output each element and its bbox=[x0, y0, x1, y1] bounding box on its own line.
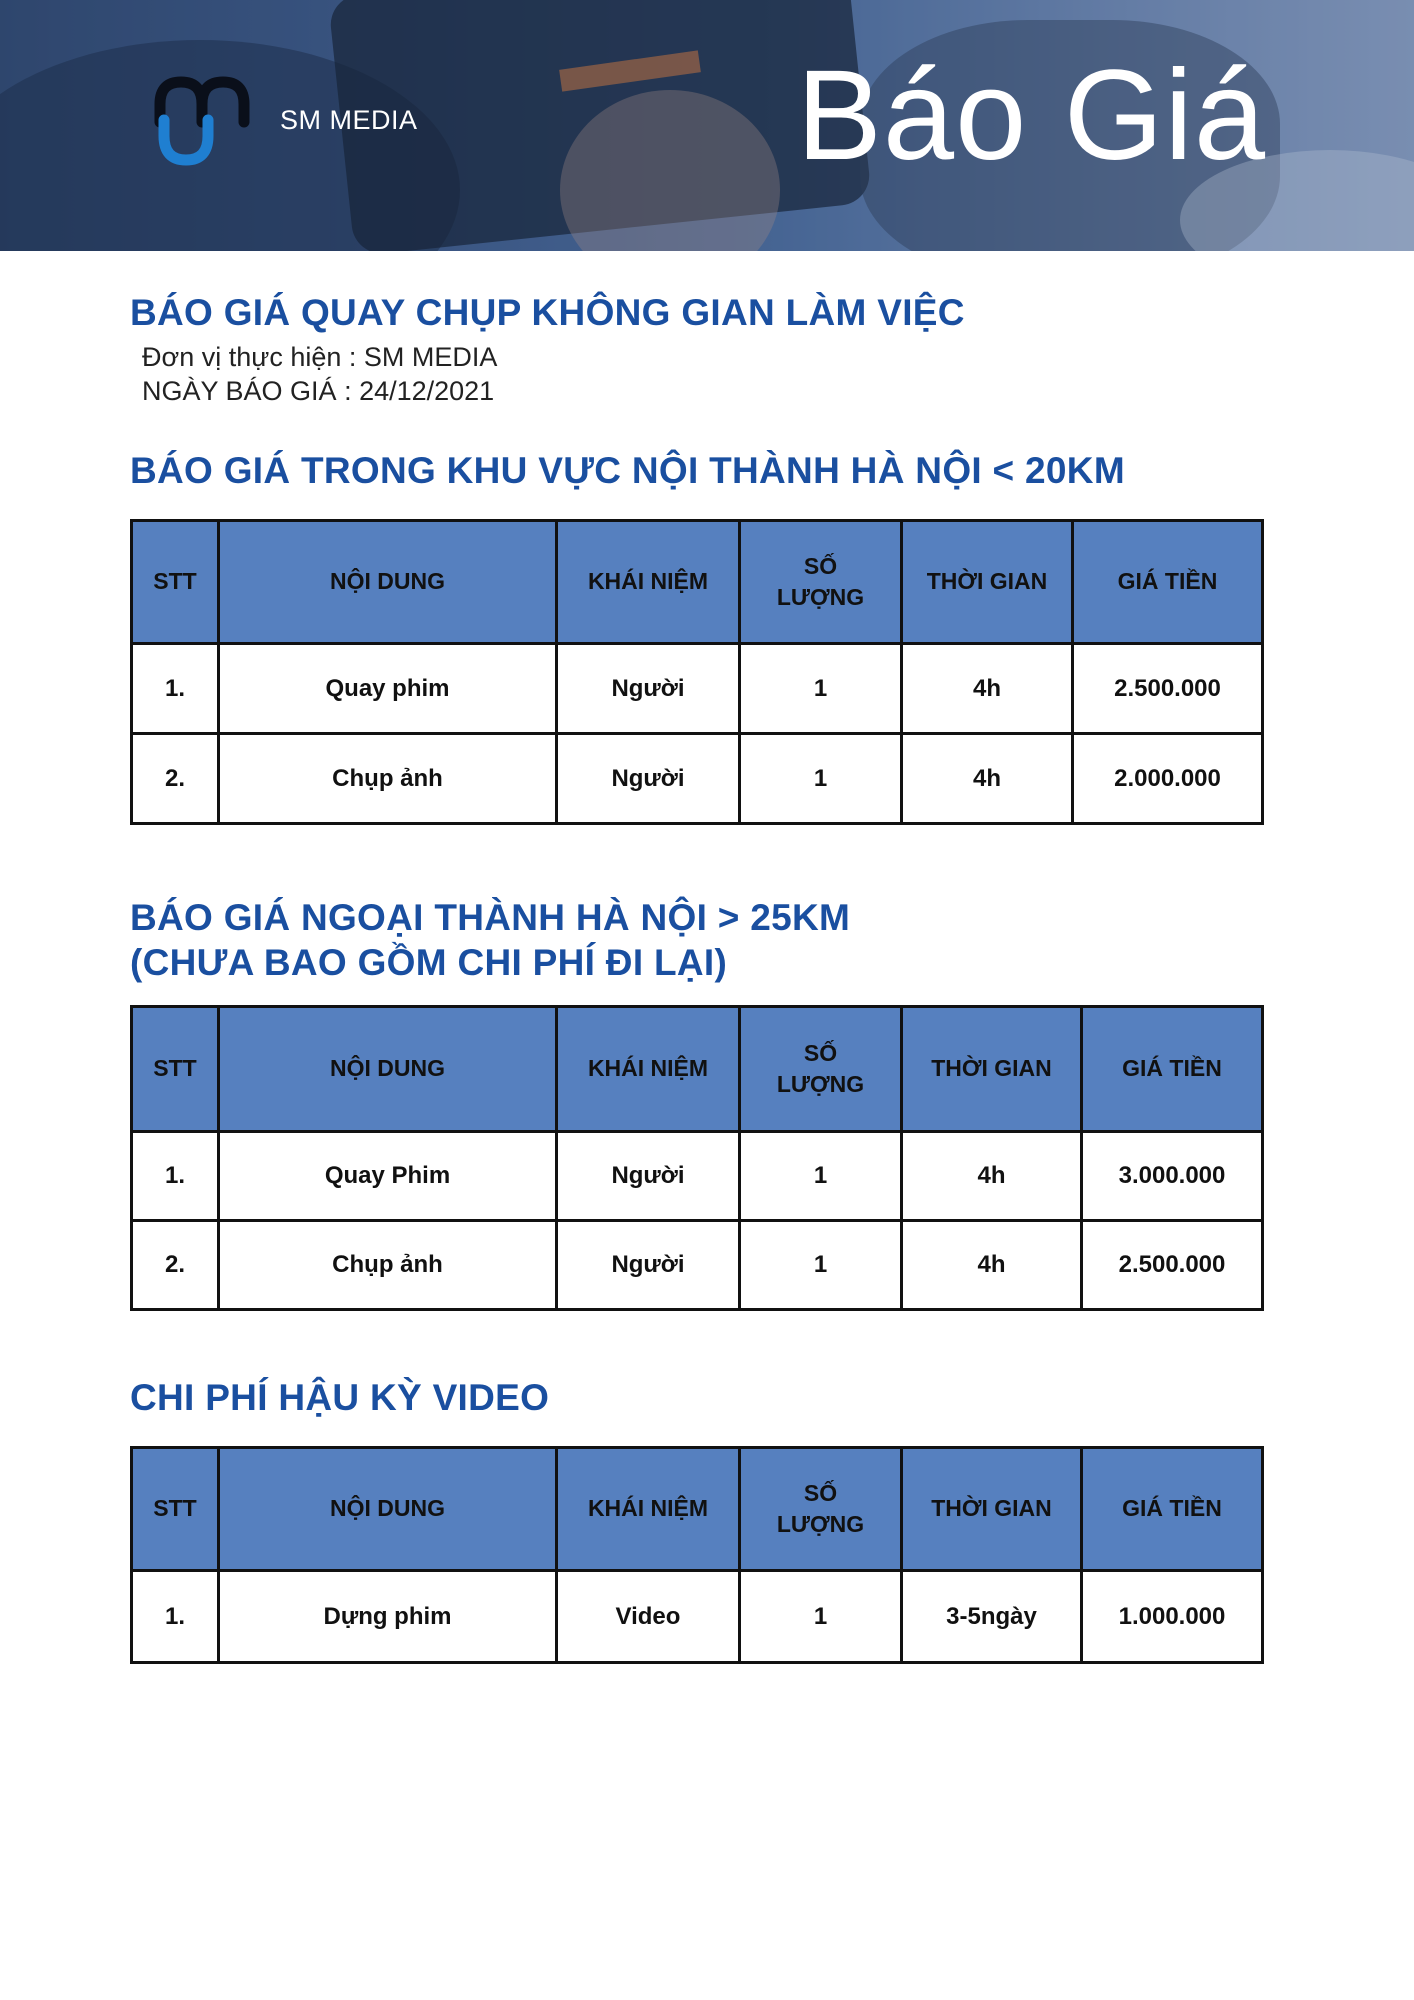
col-concept: KHÁI NIỆM bbox=[557, 1007, 740, 1132]
cell-stt: 1. bbox=[132, 644, 219, 734]
cell-stt: 1. bbox=[132, 1571, 219, 1663]
hero-banner bbox=[0, 0, 1414, 251]
cell-content: Chụp ảnh bbox=[219, 1221, 557, 1310]
col-stt: STT bbox=[132, 1448, 219, 1571]
brand-name: SM MEDIA bbox=[280, 105, 418, 135]
sm-media-logo-icon bbox=[150, 76, 258, 166]
page-title: Báo Giá bbox=[796, 44, 1266, 187]
table-header-row bbox=[132, 1448, 1263, 1571]
table-row bbox=[132, 644, 1263, 734]
cell-quantity: 1 bbox=[740, 1571, 902, 1663]
cell-quantity: 1 bbox=[740, 644, 902, 734]
date-line: NGÀY BÁO GIÁ : 24/12/2021 bbox=[142, 376, 495, 406]
cell-price: 2.500.000 bbox=[1082, 1221, 1263, 1310]
section-heading-line2: (CHƯA BAO GỒM CHI PHÍ ĐI LẠI) bbox=[130, 942, 728, 984]
document-heading: BÁO GIÁ QUAY CHỤP KHÔNG GIAN LÀM VIỆC bbox=[130, 292, 965, 333]
col-time: THỜI GIAN bbox=[902, 1007, 1082, 1132]
cell-concept: Người bbox=[557, 1221, 740, 1310]
cell-price: 3.000.000 bbox=[1082, 1132, 1263, 1221]
cell-time: 4h bbox=[902, 734, 1073, 824]
col-quantity-line2: LƯỢNG bbox=[776, 584, 865, 610]
price-table-post-production bbox=[130, 1446, 1264, 1664]
col-stt: STT bbox=[132, 1007, 219, 1132]
section-heading-outer-city bbox=[130, 895, 850, 985]
col-concept: KHÁI NIỆM bbox=[557, 1448, 740, 1571]
cell-stt: 1. bbox=[132, 1132, 219, 1221]
col-concept: KHÁI NIỆM bbox=[557, 521, 740, 644]
cell-stt: 2. bbox=[132, 734, 219, 824]
cell-quantity: 1 bbox=[740, 734, 902, 824]
col-quantity bbox=[740, 521, 902, 644]
col-quantity-line2: LƯỢNG bbox=[776, 1511, 865, 1537]
cell-price: 2.500.000 bbox=[1073, 644, 1263, 734]
col-content: NỘI DUNG bbox=[219, 1448, 557, 1571]
cell-price: 1.000.000 bbox=[1082, 1571, 1263, 1663]
col-quantity-line1: SỐ bbox=[803, 1479, 838, 1506]
cell-concept: Video bbox=[557, 1571, 740, 1663]
col-stt: STT bbox=[132, 521, 219, 644]
cell-concept: Người bbox=[557, 1132, 740, 1221]
table-row bbox=[132, 1132, 1263, 1221]
cell-content: Quay Phim bbox=[219, 1132, 557, 1221]
col-content: NỘI DUNG bbox=[219, 1007, 557, 1132]
col-price: GIÁ TIỀN bbox=[1082, 1448, 1263, 1571]
table-row bbox=[132, 1571, 1263, 1663]
col-quantity-line2: LƯỢNG bbox=[776, 1071, 865, 1097]
unit-line: Đơn vị thực hiện : SM MEDIA bbox=[142, 342, 498, 372]
col-price: GIÁ TIỀN bbox=[1073, 521, 1263, 644]
col-content: NỘI DUNG bbox=[219, 521, 557, 644]
cell-content: Quay phim bbox=[219, 644, 557, 734]
col-quantity bbox=[740, 1007, 902, 1132]
table-header-row bbox=[132, 521, 1263, 644]
section-heading-post-production: CHI PHÍ HẬU KỲ VIDEO bbox=[130, 1377, 550, 1418]
section-heading-line1: BÁO GIÁ NGOẠI THÀNH HÀ NỘI > 25KM bbox=[130, 897, 851, 938]
table-row bbox=[132, 1221, 1263, 1310]
col-quantity bbox=[740, 1448, 902, 1571]
price-table-outer-city bbox=[130, 1005, 1264, 1311]
col-quantity-line1: SỐ bbox=[803, 1039, 838, 1066]
cell-concept: Người bbox=[557, 644, 740, 734]
cell-concept: Người bbox=[557, 734, 740, 824]
cell-quantity: 1 bbox=[740, 1221, 902, 1310]
document-meta bbox=[142, 340, 497, 408]
cell-quantity: 1 bbox=[740, 1132, 902, 1221]
cell-content: Chụp ảnh bbox=[219, 734, 557, 824]
section-heading-inner-city: BÁO GIÁ TRONG KHU VỰC NỘI THÀNH HÀ NỘI < 20KM bbox=[130, 450, 1125, 491]
table-header-row bbox=[132, 1007, 1263, 1132]
col-time: THỜI GIAN bbox=[902, 521, 1073, 644]
cell-time: 3-5ngày bbox=[902, 1571, 1082, 1663]
cell-price: 2.000.000 bbox=[1073, 734, 1263, 824]
cell-time: 4h bbox=[902, 644, 1073, 734]
cell-stt: 2. bbox=[132, 1221, 219, 1310]
cell-time: 4h bbox=[902, 1132, 1082, 1221]
col-price: GIÁ TIỀN bbox=[1082, 1007, 1263, 1132]
price-table-inner-city bbox=[130, 519, 1264, 825]
cell-content: Dựng phim bbox=[219, 1571, 557, 1663]
table-row bbox=[132, 734, 1263, 824]
cell-time: 4h bbox=[902, 1221, 1082, 1310]
col-quantity-line1: SỐ bbox=[803, 552, 838, 579]
col-time: THỜI GIAN bbox=[902, 1448, 1082, 1571]
